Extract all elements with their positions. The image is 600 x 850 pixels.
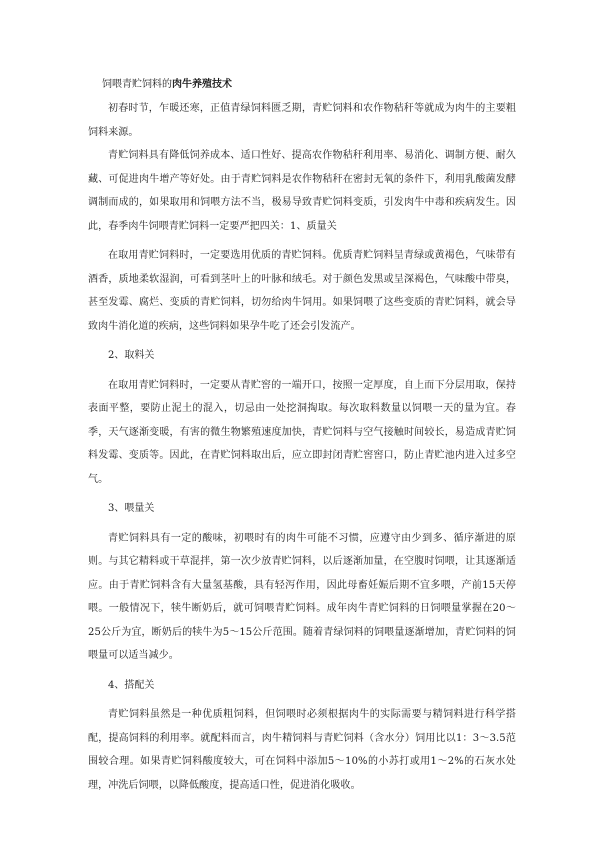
intro-paragraph-2: 青贮饲料具有降低饲养成本、适口性好、提高农作物秸秆利用率、易消化、调制方便、耐久藏、可促进肉牛增产等好处。由于青贮饲料是农作物秸秆在密封无氧的条件下，利用乳酸菌发酵调制而成的，如果取用和饲喂方法不当，极易导致青贮饲料变质，引发肉牛中毒和疾病发生。因此，春季肉牛饲喂青贮饲料一定要严把四关：1、质量关 bbox=[88, 150, 516, 232]
section-2-heading: 2、取料关 bbox=[108, 350, 155, 361]
section-3-paragraph: 青贮饲料具有一定的酸味，初喂时有的肉牛可能不习惯，应遵守由少到多、循序渐进的原则。与其它精料或干草混拌，第一次少放青贮饲料，以后逐渐加量，在空腹时饲喂，让其逐渐适应。由于青贮饲料含有大量氢基酸，具有轻泻作用，因此母畜妊娠后期不宜多喂，产前15天停喂。一般情况下，犊牛断奶后，就可饲喂青贮饲料。成年肉牛青贮饲料的日饲喂量掌握在20～25公斤为宜，断奶后的犊牛为5～15公斤范围。随着青绿饲料的饲喂量逐渐增加，青贮饲料的饲喂量可以适当减少。 bbox=[88, 532, 516, 661]
document-page bbox=[88, 74, 516, 797]
intro-paragraph-1: 初春时节，乍暖还寒，正值青绿饲料匮乏期，青贮饲料和农作物秸秆等就成为肉牛的主要粗饲料来源。 bbox=[88, 103, 516, 138]
section-4-heading: 4、搭配关 bbox=[108, 679, 155, 691]
document-title-prefix: 饲喂青贮饲料的 bbox=[102, 79, 172, 90]
section-1-paragraph: 在取用青贮饲料时，一定要选用优质的青贮饲料。优质青贮饲料呈青绿或黄褐色，气味带有酒香，质地柔软湿润，可看到茎叶上的叶脉和绒毛。对于颜色发黑或呈深褐色，气味酸中带臭，甚至发霉、腐烂、变质的青贮饲料，切勿给肉牛饲用。如果饲喂了这些变质的青贮饲料，就会导致肉牛消化道的疾病，这些饲料如果孕牛吃了还会引发流产。 bbox=[88, 250, 516, 332]
section-3-heading: 3、喂量关 bbox=[108, 503, 155, 514]
document-title bbox=[88, 74, 516, 96]
document-title-bold: 肉牛养殖技术 bbox=[172, 79, 232, 90]
section-4-paragraph: 青贮饲料虽然是一种优质粗饲料，但饲喂时必须根据肉牛的实际需要与精饲料进行科学搭配，提高饲料的利用率。就配料而言，肉牛精饲料与青贮饲料（含水分）饲用比以1：3～3.5范围较合理。如果青贮饲料酸度较大，可在饲料中添加5～10%的小苏打或用1～2%的石灰水处理，冲洗后饲喂，以降低酸度，提高适口性，促进消化吸收。 bbox=[88, 709, 516, 791]
section-2-paragraph: 在取用青贮饲料时，一定要从青贮窖的一端开口，按照一定厚度，自上而下分层用取，保持表面平整，要防止泥土的混入，切忌由一处挖洞掏取。每次取料数量以饲喂一天的量为宜。春季，天气逐渐变暖，有害的微生物繁殖速度加快，青贮饲料与空气接触时间较长，易造成青贮饲料发霉、变质等。因此，在青贮饲料取出后，应立即封闭青贮窖窖口，防止青贮池内进入过多空气。 bbox=[88, 379, 516, 485]
